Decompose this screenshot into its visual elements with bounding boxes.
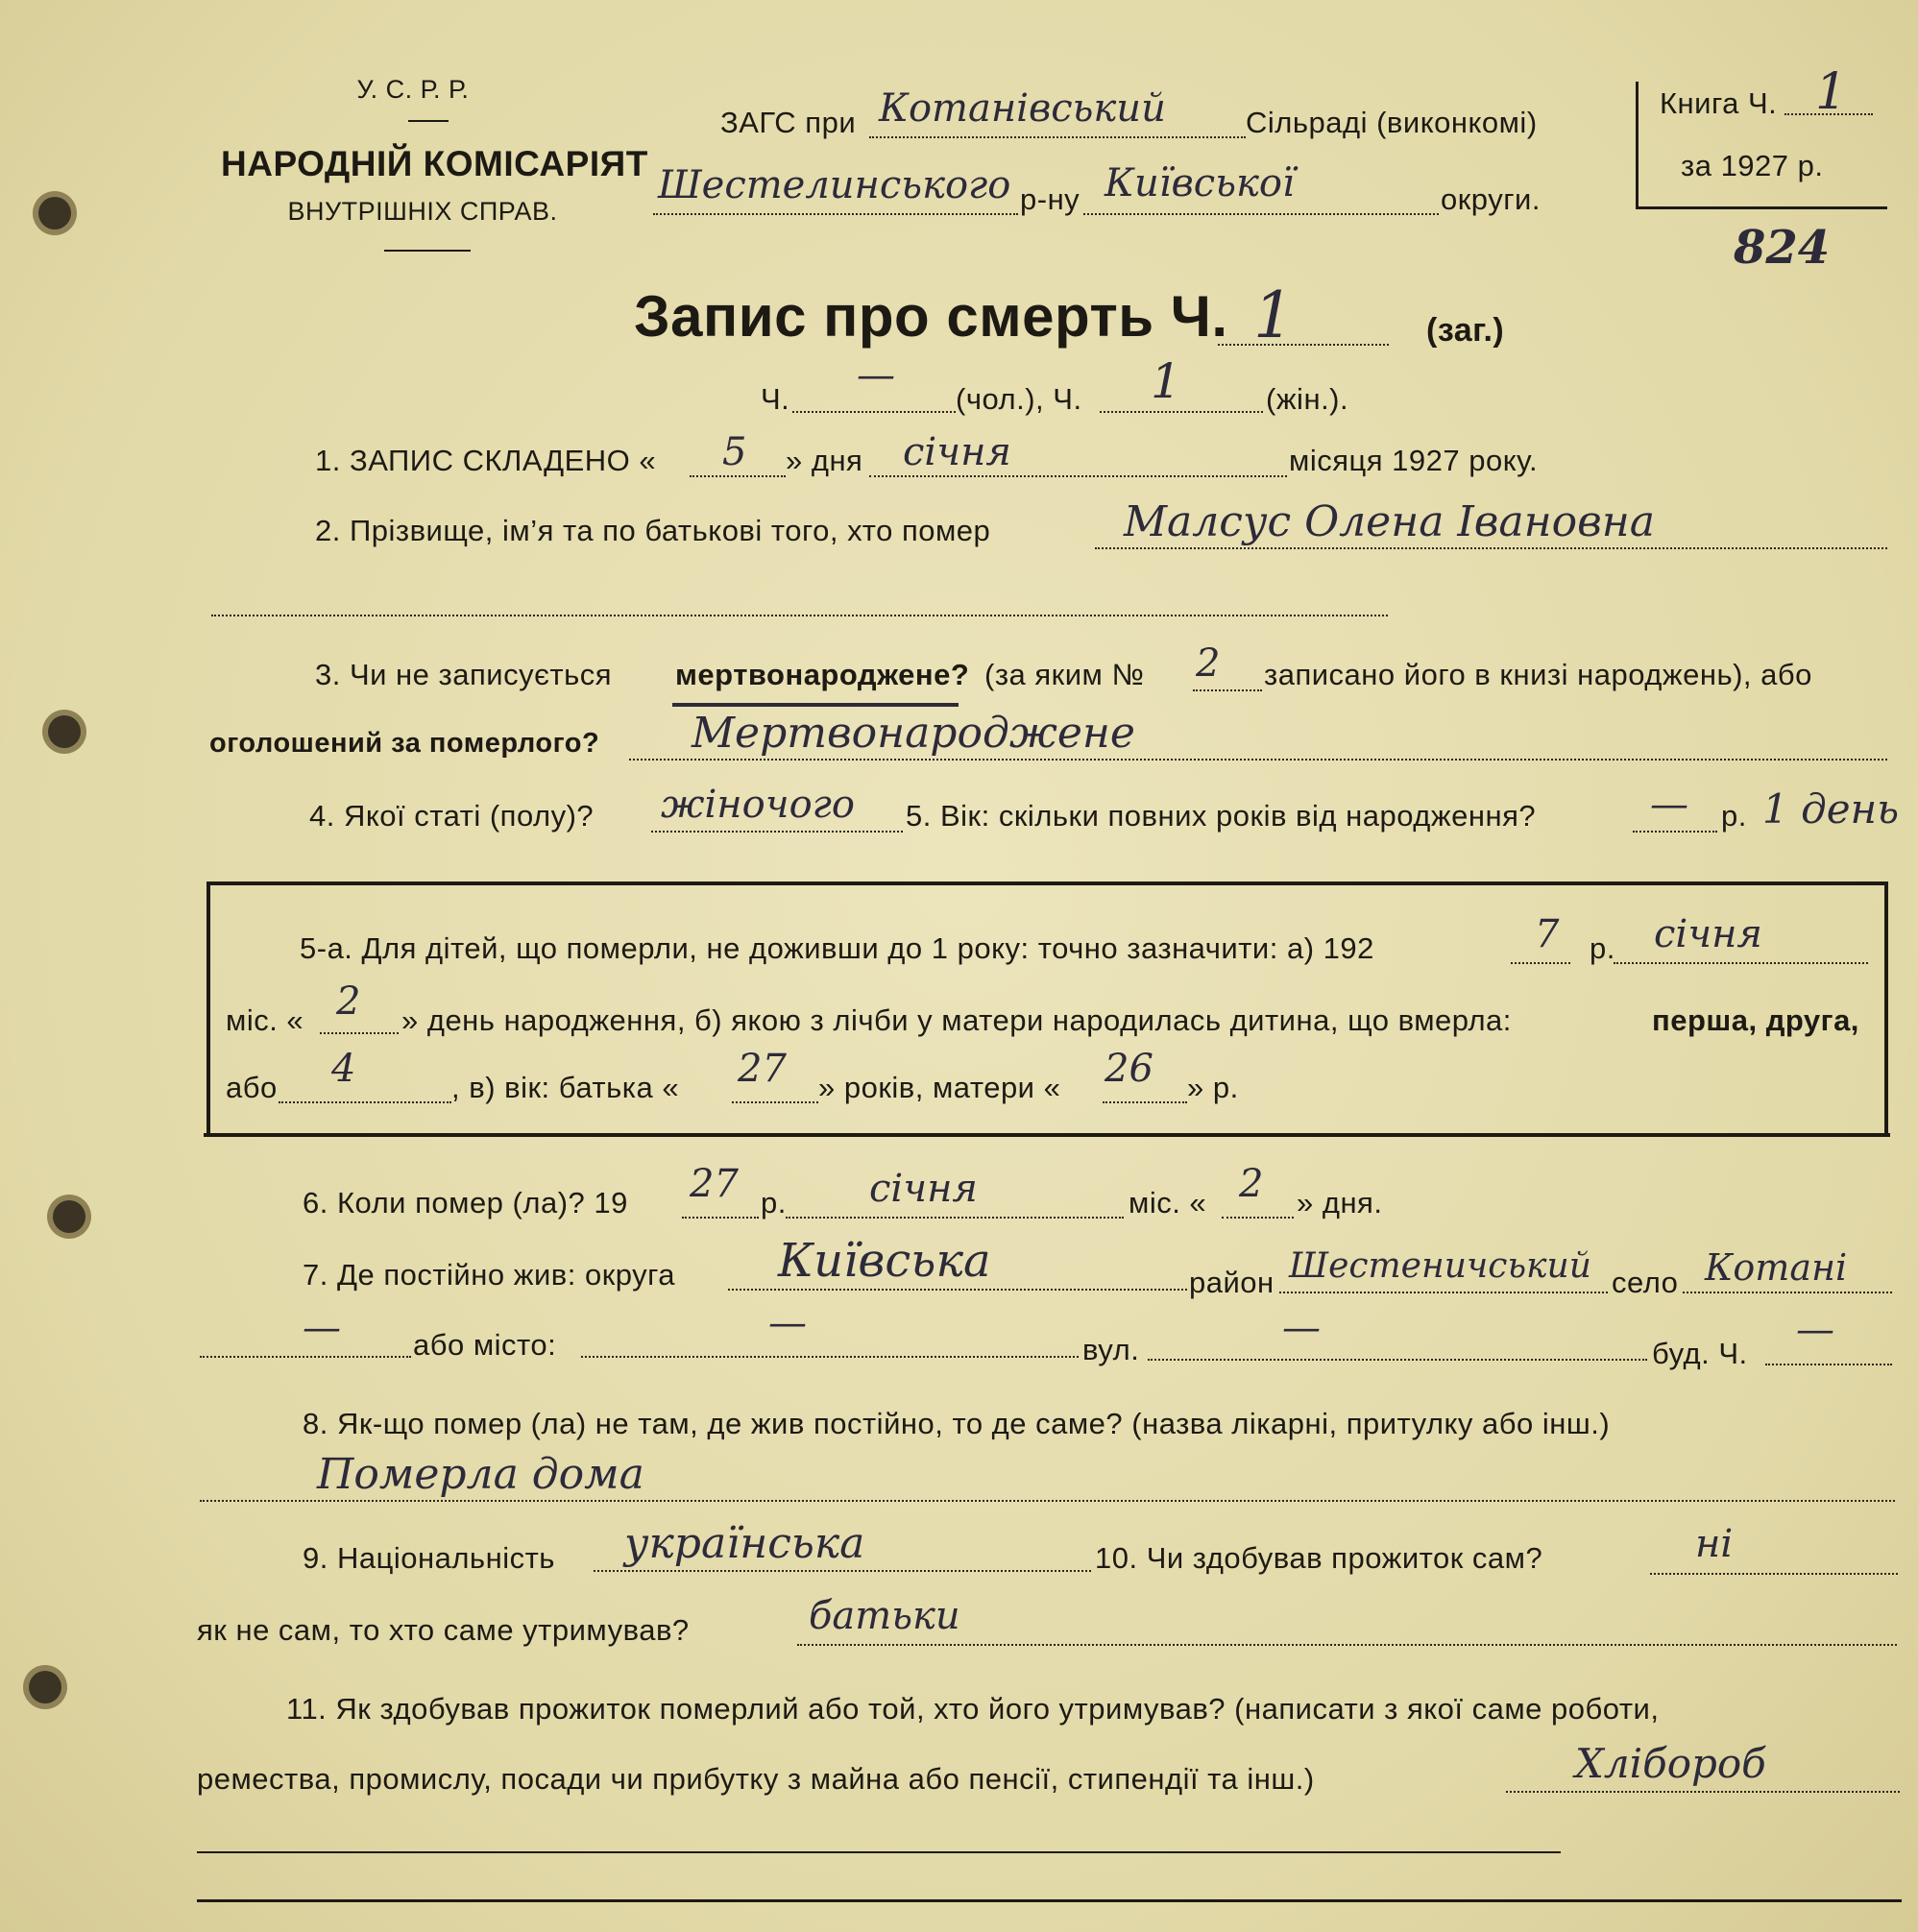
q4-line — [651, 831, 903, 833]
q9-line — [594, 1570, 1091, 1572]
q5a-order-options: перша, друга, — [1652, 1003, 1859, 1037]
q2-line-2 — [211, 615, 1388, 616]
male-label: (чол.), Ч. — [956, 382, 1082, 416]
supporter: батьки — [809, 1594, 960, 1638]
q7-house-label: буд. Ч. — [1652, 1337, 1748, 1370]
q6-end: » дня. — [1297, 1186, 1383, 1220]
q10-line — [1650, 1573, 1898, 1575]
father-age: 27 — [738, 1047, 787, 1091]
commissariat-title: НАРОДНІЙ КОМІСАРІЯТ — [221, 144, 648, 183]
archive-number: 824 — [1734, 221, 1831, 275]
q3-line — [629, 759, 1887, 761]
q7-rayon-label: район — [1189, 1266, 1275, 1299]
q5a-day: 2 — [336, 979, 361, 1024]
box-right — [1884, 881, 1888, 1135]
male-count-line — [792, 411, 956, 413]
male-count-label: Ч. — [761, 382, 790, 416]
q7-city-label: або місто: — [413, 1328, 557, 1362]
q5a-year-unit: р. — [1590, 931, 1615, 965]
zags-suffix: Сільраді (виконкомі) — [1246, 106, 1538, 139]
q5a-father-label: , в) вік: батька « — [451, 1071, 680, 1104]
mother-age: 26 — [1105, 1047, 1153, 1091]
zags-line — [869, 136, 1246, 138]
q10-supporter-line — [797, 1644, 1897, 1646]
street-value: — — [1282, 1306, 1321, 1350]
okrug-line — [1083, 213, 1439, 215]
self-supporting: ні — [1695, 1522, 1734, 1566]
q3-label-end: записано його в книзі народжень), або — [1264, 658, 1812, 691]
q5a-order-line — [279, 1101, 451, 1103]
stillborn-value: Мертвонароджене — [692, 709, 1135, 758]
city-value: — — [768, 1301, 807, 1345]
q6-year-unit: р. — [761, 1186, 787, 1220]
q2-line — [1095, 547, 1887, 549]
female-count-value: 1 — [1151, 353, 1181, 409]
q3-number: 2 — [1196, 641, 1221, 686]
q3-label: 3. Чи не записується — [315, 658, 613, 691]
ussr-label: У. С. Р. Р. — [356, 75, 470, 104]
death-day: 2 — [1239, 1162, 1264, 1206]
q1-day: 5 — [722, 430, 747, 474]
q3-declared-label: оголошений за померлого? — [209, 728, 600, 759]
bottom-rule — [197, 1899, 1902, 1902]
female-label: (жін.). — [1266, 382, 1349, 416]
zags-value: Котанівський — [879, 86, 1166, 131]
female-count-line — [1100, 411, 1263, 413]
q1-day-line — [690, 475, 786, 477]
q11-line — [1506, 1791, 1900, 1793]
q8-line — [200, 1500, 1895, 1502]
age-days: 1 день — [1762, 785, 1900, 833]
death-place: Померла дома — [317, 1450, 644, 1499]
q5a-year: 7 — [1535, 912, 1560, 956]
binder-hole — [38, 197, 71, 229]
birth-order: 4 — [331, 1047, 356, 1091]
selo-residence: Котані — [1705, 1246, 1848, 1289]
q5a-month: січня — [1654, 912, 1762, 956]
male-count-value: — — [857, 353, 895, 398]
divider — [408, 120, 449, 122]
book-box-border — [1636, 206, 1887, 209]
divider — [384, 250, 471, 252]
book-label: Книга Ч. — [1660, 86, 1778, 120]
q7-label: 7. Де постійно жив: округа — [303, 1258, 676, 1292]
rayon-residence: Шестеничський — [1289, 1246, 1591, 1286]
okrug-residence: Київська — [778, 1234, 991, 1288]
q6-month-line — [786, 1217, 1124, 1219]
record-title: Запис про смерть Ч. — [634, 284, 1228, 349]
q1-month: січня — [903, 430, 1011, 474]
district-line — [653, 213, 1018, 215]
q10-supporter-label: як не сам, то хто саме утримував? — [197, 1613, 690, 1647]
q6-year-line — [682, 1217, 759, 1219]
death-year: 27 — [690, 1162, 739, 1206]
q7-rayon-line — [1279, 1292, 1608, 1293]
q5a-month-line — [1614, 962, 1868, 964]
q7-selo-label: село — [1612, 1266, 1679, 1299]
book-box-border — [1636, 82, 1639, 206]
book-number: 1 — [1815, 63, 1848, 121]
q5a-mother-line — [1103, 1101, 1187, 1103]
q5a-day-line — [320, 1032, 399, 1034]
q7-street-line — [1148, 1359, 1647, 1361]
underline-mark — [672, 703, 959, 707]
zags-label: ЗАГС при — [720, 106, 857, 139]
q9-label: 9. Національність — [303, 1541, 555, 1575]
q5a-month-label: міс. « — [226, 1003, 304, 1037]
q7-okrug-line — [728, 1289, 1187, 1291]
book-year: за 1927 р. — [1681, 149, 1824, 182]
q10-label: 10. Чи здобував прожиток сам? — [1095, 1541, 1543, 1575]
q3-number-line — [1193, 689, 1262, 691]
q5-label: 5. Вік: скільки повних років від народження? — [906, 799, 1537, 833]
house-value: — — [1796, 1308, 1834, 1352]
q3-stillborn-label: мертвонароджене? — [675, 658, 970, 691]
death-month: січня — [869, 1167, 978, 1211]
internal-affairs-label: ВНУТРІШНІХ СПРАВ. — [287, 197, 558, 226]
q6-label: 6. Коли помер (ла)? 19 — [303, 1186, 628, 1220]
q11-label: 11. Як здобував прожиток померлий або той, хто його утримував? (написати з якої саме роботи, — [286, 1692, 1660, 1726]
q5a-label: 5-а. Для дітей, що померли, не доживши до 1 року: точно зазначити: а) 192 — [300, 931, 1374, 965]
q7-dash: — — [303, 1306, 341, 1350]
q7-line-2 — [200, 1356, 411, 1358]
district-label: р-ну — [1020, 182, 1080, 216]
q8-label: 8. Як-що помер (ла) не там, де жив постійно, то де саме? (назва лікарні, притулку або інш.) — [303, 1407, 1611, 1440]
q6-month-label: міс. « — [1129, 1186, 1207, 1220]
q5-line — [1633, 831, 1717, 833]
binder-hole — [53, 1200, 85, 1233]
q5a-end: » р. — [1187, 1071, 1239, 1104]
box-left — [206, 881, 210, 1135]
q6-day-line — [1222, 1217, 1294, 1219]
q7-house-line — [1765, 1364, 1892, 1365]
q1-year: місяця 1927 року. — [1289, 444, 1539, 477]
box-top — [209, 881, 1888, 885]
q5a-father-line — [732, 1101, 818, 1103]
box-bottom — [204, 1133, 1890, 1137]
nationality: українська — [624, 1519, 865, 1568]
okrug-value: Київської — [1105, 161, 1295, 205]
q5-unit: р. — [1721, 799, 1747, 833]
okrug-label: округи. — [1441, 182, 1541, 216]
q3-number-label: (за яким № — [984, 658, 1145, 691]
record-number: 1 — [1253, 278, 1294, 352]
q2-label: 2. Прізвище, ім’я та по батькові того, хто помер — [315, 514, 991, 547]
age-years: — — [1650, 783, 1688, 827]
q11-label-2: ремества, промислу, посади чи прибутку з майна або пенсії, стипендії та інш.) — [197, 1762, 1315, 1796]
q5a-birth-label: » день народження, б) якою з лічби у матери народилась дитина, що вмерла: — [401, 1003, 1512, 1037]
q1-day-label: » дня — [786, 444, 863, 477]
q7-selo-line — [1683, 1292, 1892, 1293]
q5a-or-label: або — [226, 1071, 278, 1104]
occupation: Хлібороб — [1575, 1740, 1766, 1787]
district-value: Шестелинського — [658, 163, 1011, 207]
total-label: (заг.) — [1426, 312, 1505, 349]
q11-line-2 — [197, 1851, 1561, 1853]
q5a-year-line — [1511, 962, 1570, 964]
q4-label: 4. Якої статі (полу)? — [309, 799, 595, 833]
sex-value: жіночого — [661, 783, 855, 827]
q7-street-label: вул. — [1082, 1333, 1140, 1366]
q7-city-line — [581, 1356, 1079, 1358]
binder-hole — [48, 715, 81, 748]
q1-month-line — [869, 475, 1287, 477]
q5a-mother-label: » років, матери « — [818, 1071, 1061, 1104]
title-number-line — [1218, 344, 1389, 346]
deceased-name: Малсус Олена Івановна — [1124, 497, 1655, 546]
q1-label: 1. ЗАПИС СКЛАДЕНО « — [315, 444, 657, 477]
binder-hole — [29, 1671, 61, 1703]
